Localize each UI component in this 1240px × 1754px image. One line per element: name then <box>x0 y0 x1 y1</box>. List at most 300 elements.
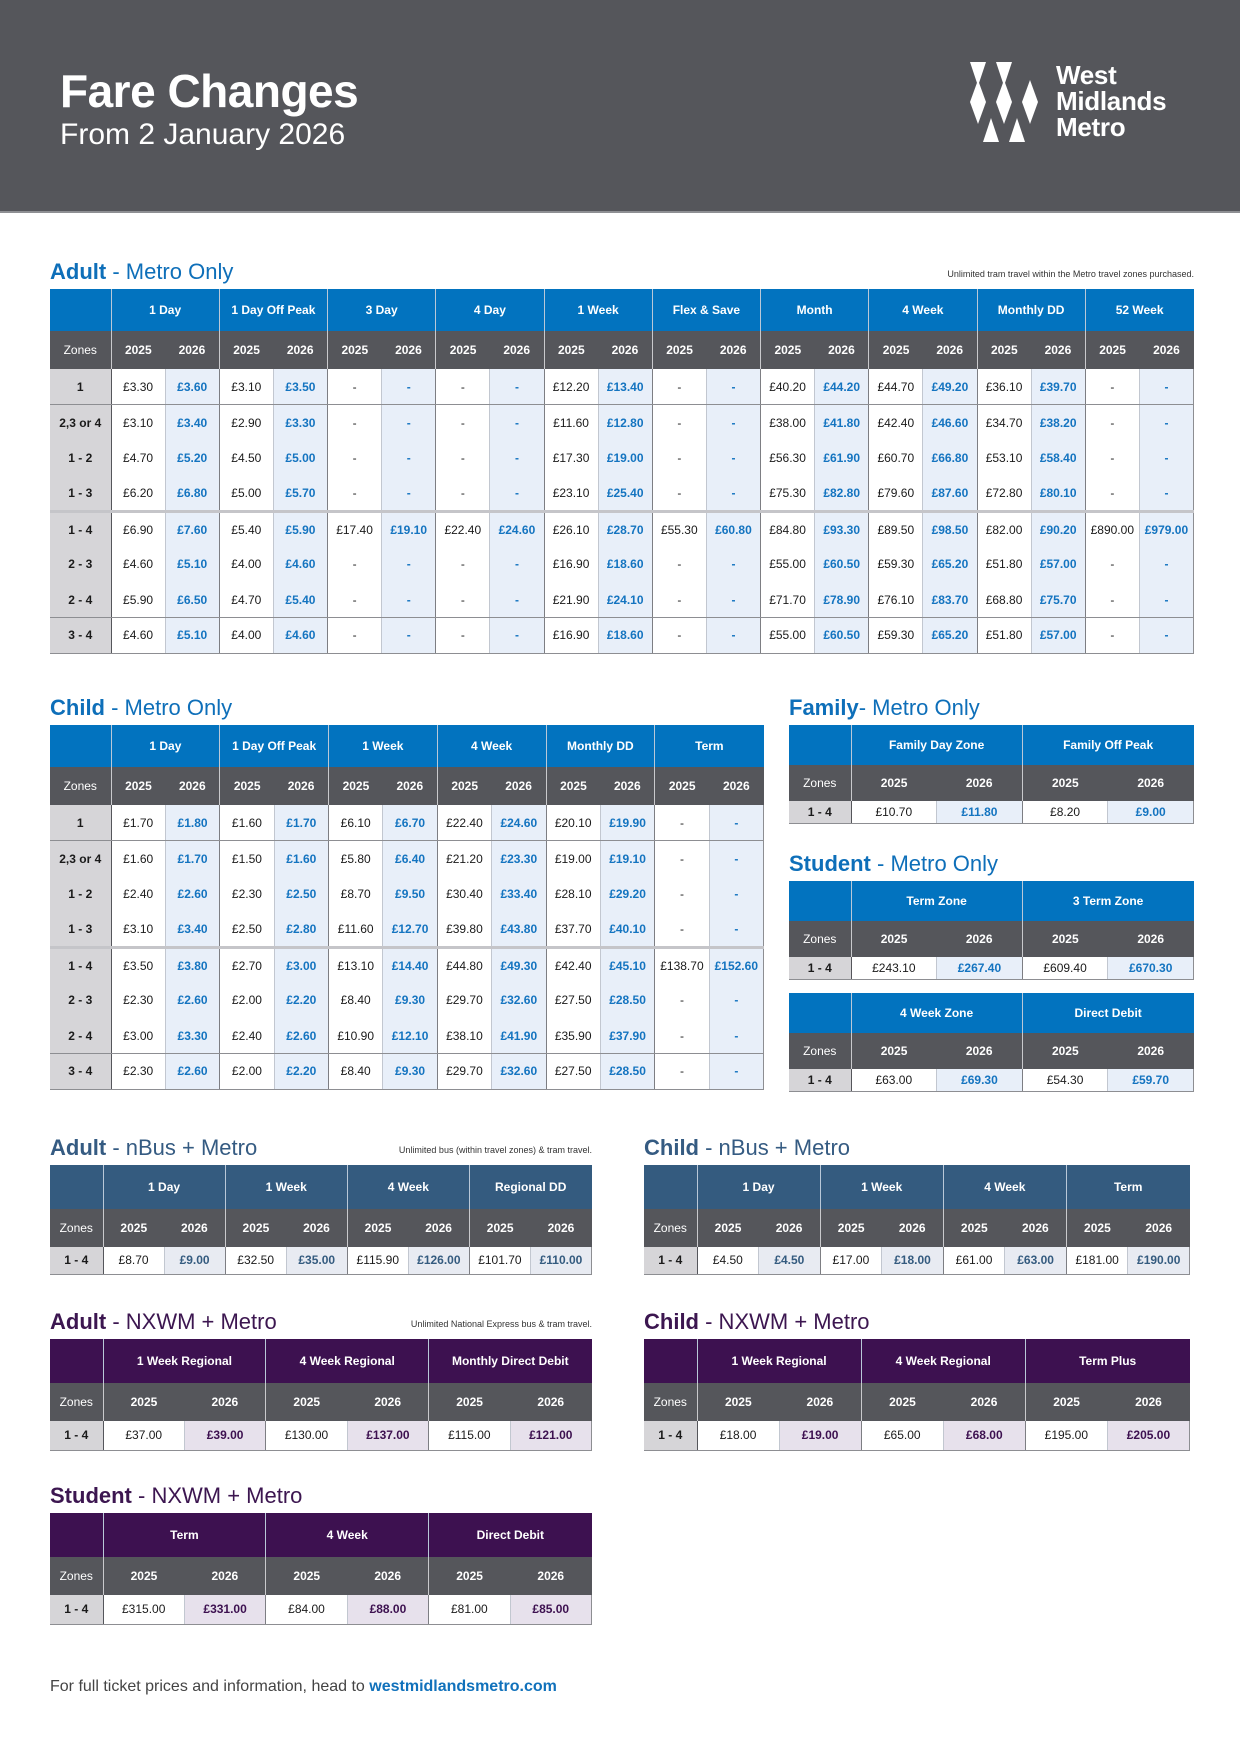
fare-table <box>50 289 1194 654</box>
zone-cell: 1 - 2 <box>50 876 111 912</box>
wmm-diamond-lattice-icon <box>966 62 1046 142</box>
year-header: 2025 <box>1066 1209 1128 1247</box>
fare-2026: £110.00 <box>530 1247 591 1274</box>
fare-2025: - <box>436 547 490 583</box>
fare-2026: £24.60 <box>492 805 546 841</box>
year-header: 2026 <box>923 331 977 369</box>
fare-2026: - <box>709 912 763 948</box>
fare-2025: £6.20 <box>111 476 165 512</box>
year-header: 2025 <box>655 767 709 805</box>
fare-2025: £55.00 <box>761 618 815 654</box>
fare-2025: £76.10 <box>869 582 923 618</box>
zone-cell: 1 - 4 <box>789 957 851 979</box>
fare-2026: £1.70 <box>165 841 219 877</box>
fare-2026: £3.80 <box>165 947 219 983</box>
fare-2025: £8.70 <box>329 876 383 912</box>
fare-2026: £61.90 <box>815 440 869 476</box>
section-title: Student - Metro Only <box>789 851 999 876</box>
fare-2025: - <box>1085 618 1139 654</box>
fare-2026: - <box>706 405 760 441</box>
fare-table <box>50 725 764 1090</box>
year-header: 2025 <box>943 1209 1005 1247</box>
fare-2026: - <box>709 983 763 1019</box>
fare-2026: £82.80 <box>815 476 869 512</box>
fare-2026: £13.40 <box>598 369 652 405</box>
student-metro-section <box>789 849 1194 980</box>
table-row <box>50 983 764 1019</box>
fare-2025: £27.50 <box>546 1054 600 1090</box>
fare-2026: £23.30 <box>492 841 546 877</box>
fare-2025: £4.70 <box>219 582 273 618</box>
fare-2025: - <box>1085 405 1139 441</box>
fare-table <box>644 1165 1190 1275</box>
fare-2026: £5.70 <box>273 476 327 512</box>
fare-2026: £205.00 <box>1107 1421 1189 1450</box>
fare-2025: £4.60 <box>111 547 165 583</box>
fare-2026: £41.90 <box>492 1018 546 1054</box>
fare-2026: £75.70 <box>1031 582 1085 618</box>
fare-2025: £56.30 <box>761 440 815 476</box>
adult-metro-section <box>50 257 1194 654</box>
fare-2026: £24.10 <box>598 582 652 618</box>
year-header: 2025 <box>1025 1383 1107 1421</box>
fare-2026: £331.00 <box>184 1595 265 1624</box>
fare-2026: £57.00 <box>1031 618 1085 654</box>
section-title: Adult - nBus + Metro <box>50 1135 258 1160</box>
fare-2026: - <box>706 618 760 654</box>
ticket-type-header: Term <box>655 725 764 767</box>
section-note: Unlimited National Express bus & tram travel. <box>410 1319 592 1329</box>
ticket-type-header: Direct Debit <box>429 1513 592 1557</box>
fare-2026: £9.30 <box>383 1054 437 1090</box>
ticket-type-header: Monthly Direct Debit <box>429 1339 592 1383</box>
zone-cell: 1 - 4 <box>50 1247 103 1274</box>
fare-2025: - <box>436 618 490 654</box>
fare-2025: £5.00 <box>219 476 273 512</box>
fare-2026: £39.00 <box>184 1421 265 1450</box>
fare-2025: £71.70 <box>761 582 815 618</box>
fare-2025: - <box>328 476 382 512</box>
fare-2025: £44.70 <box>869 369 923 405</box>
footer-text: For full ticket prices and information, head to <box>50 1678 370 1695</box>
fare-2025: £30.40 <box>437 876 491 912</box>
ticket-type-header: 1 Day <box>103 1165 225 1209</box>
ticket-type-header: Regional DD <box>469 1165 591 1209</box>
fare-2026: £6.80 <box>165 476 219 512</box>
year-header: 2025 <box>469 1209 530 1247</box>
fare-2026: £14.40 <box>383 947 437 983</box>
year-header: 2025 <box>851 921 937 957</box>
ticket-type-header: 1 Day <box>111 289 219 331</box>
fare-table <box>50 1513 592 1625</box>
table-row <box>50 1247 592 1274</box>
fare-2025: £181.00 <box>1066 1247 1128 1274</box>
fare-2025: £5.80 <box>329 841 383 877</box>
fare-2026: £3.30 <box>165 1018 219 1054</box>
ticket-type-header: Family Off Peak <box>1022 725 1193 765</box>
fare-2026: £58.40 <box>1031 440 1085 476</box>
year-header: 2025 <box>1022 921 1108 957</box>
fare-2026: £11.80 <box>937 801 1023 823</box>
table-row <box>50 511 1194 547</box>
fare-2025: £55.00 <box>761 547 815 583</box>
fare-2026: £66.80 <box>923 440 977 476</box>
fare-2026: - <box>382 547 436 583</box>
fare-2026: £65.20 <box>923 547 977 583</box>
fare-2025: - <box>652 582 706 618</box>
fare-2025: £11.60 <box>329 912 383 948</box>
zone-cell: 1 - 4 <box>789 801 851 823</box>
fare-2026: £57.00 <box>1031 547 1085 583</box>
year-header: 2025 <box>820 1209 882 1247</box>
fare-2025: - <box>436 582 490 618</box>
fare-2026: £19.00 <box>779 1421 861 1450</box>
zones-header: Zones <box>50 1557 103 1595</box>
fare-2026: £90.20 <box>1031 511 1085 547</box>
fare-2026: £2.60 <box>165 1054 219 1090</box>
fare-2025: £19.00 <box>546 841 600 877</box>
fare-2025: £8.20 <box>1022 801 1108 823</box>
ticket-type-header: 1 Week <box>225 1165 347 1209</box>
fare-2026: - <box>490 618 544 654</box>
fare-2025: £17.30 <box>544 440 598 476</box>
fare-2025: £42.40 <box>869 405 923 441</box>
fare-2025: - <box>655 983 709 1019</box>
section-title: Family- Metro Only <box>789 695 980 720</box>
fare-2025: - <box>655 805 709 841</box>
ticket-type-header: Term <box>103 1513 266 1557</box>
year-header: 2026 <box>530 1209 591 1247</box>
fare-2026: £19.90 <box>600 805 654 841</box>
year-header: 2026 <box>1139 331 1193 369</box>
fare-2026: £25.40 <box>598 476 652 512</box>
fare-2025: £59.30 <box>869 618 923 654</box>
ticket-type-header: 4 Week <box>347 1165 469 1209</box>
fare-2025: £60.70 <box>869 440 923 476</box>
student-metro-section-2 <box>789 991 1194 1092</box>
fare-2025: £32.50 <box>225 1247 286 1274</box>
fare-2026: £85.00 <box>510 1595 591 1624</box>
fare-2026: £267.40 <box>937 957 1023 979</box>
fare-2026: £3.30 <box>273 405 327 441</box>
table-row <box>50 947 764 983</box>
header-banner <box>0 0 1240 213</box>
fare-2025: £53.10 <box>977 440 1031 476</box>
zones-header: Zones <box>789 765 851 801</box>
family-metro-section <box>789 693 1194 824</box>
year-header: 2025 <box>111 767 165 805</box>
fare-2025: - <box>1085 476 1139 512</box>
fare-2025: £75.30 <box>761 476 815 512</box>
year-header: 2025 <box>1022 1033 1108 1069</box>
ticket-type-header: 4 Week <box>869 289 977 331</box>
zones-header: Zones <box>50 331 111 369</box>
year-header: 2026 <box>598 331 652 369</box>
zone-cell: 1 - 3 <box>50 476 111 512</box>
fare-2026: £18.00 <box>882 1247 944 1274</box>
page-title: Fare Changes <box>60 65 359 117</box>
fare-table <box>789 881 1194 980</box>
fare-2026: £6.40 <box>383 841 437 877</box>
year-header: 2025 <box>1085 331 1139 369</box>
table-row <box>789 801 1194 823</box>
ticket-type-header: Family Day Zone <box>851 725 1022 765</box>
fare-2025: £21.20 <box>437 841 491 877</box>
year-header: 2026 <box>709 767 763 805</box>
fare-2025: £34.70 <box>977 405 1031 441</box>
zone-cell: 1 - 4 <box>789 1069 851 1091</box>
table-row <box>50 476 1194 512</box>
ticket-type-header: 4 Week <box>437 725 546 767</box>
year-header: 2026 <box>165 331 219 369</box>
fare-2025: - <box>328 547 382 583</box>
fare-2025: £28.10 <box>546 876 600 912</box>
fare-2025: £39.80 <box>437 912 491 948</box>
fare-2025: £1.60 <box>220 805 274 841</box>
fare-2025: £2.50 <box>220 912 274 948</box>
fare-2025: £6.10 <box>329 805 383 841</box>
year-header: 2026 <box>510 1557 591 1595</box>
zone-cell: 1 - 4 <box>50 1421 103 1450</box>
fare-2026: £3.60 <box>165 369 219 405</box>
fare-2025: £1.70 <box>111 805 165 841</box>
ticket-type-header: Flex & Save <box>652 289 760 331</box>
fare-2026: £93.30 <box>815 511 869 547</box>
fare-2026: - <box>1139 582 1193 618</box>
fare-2026: £32.60 <box>492 1054 546 1090</box>
zones-header: Zones <box>50 1383 103 1421</box>
fare-2025: - <box>652 440 706 476</box>
ticket-type-header: 1 Week Regional <box>697 1339 861 1383</box>
year-header: 2026 <box>164 1209 225 1247</box>
ticket-type-header: 4 Week Regional <box>861 1339 1025 1383</box>
ticket-type-header: 4 Day <box>436 289 544 331</box>
fare-2026: - <box>1139 547 1193 583</box>
year-header: 2025 <box>220 767 274 805</box>
year-header: 2026 <box>1128 1209 1190 1247</box>
table-row <box>644 1421 1190 1450</box>
fare-2026: £24.60 <box>490 511 544 547</box>
year-header: 2025 <box>861 1383 943 1421</box>
year-header: 2026 <box>1108 1033 1194 1069</box>
ticket-type-header: 1 Day Off Peak <box>219 289 327 331</box>
year-header: 2026 <box>490 331 544 369</box>
table-row <box>50 1054 764 1090</box>
ticket-type-header: 4 Week <box>266 1513 429 1557</box>
fare-2025: £84.80 <box>761 511 815 547</box>
zone-cell: 1 - 4 <box>50 947 111 983</box>
year-header: 2025 <box>103 1557 184 1595</box>
fare-2025: £37.00 <box>103 1421 184 1450</box>
fare-2025: £17.40 <box>328 511 382 547</box>
section-title: Student - NXWM + Metro <box>50 1483 303 1508</box>
fare-2025: £38.00 <box>761 405 815 441</box>
fare-2026: - <box>709 841 763 877</box>
fare-2025: - <box>328 440 382 476</box>
fare-2026: £63.00 <box>1005 1247 1067 1274</box>
fare-2026: £60.50 <box>815 547 869 583</box>
fare-2025: £3.10 <box>111 405 165 441</box>
section-title: Child - Metro Only <box>50 695 233 720</box>
fare-2025: £315.00 <box>103 1595 184 1624</box>
fare-2025: £8.40 <box>329 1054 383 1090</box>
ticket-type-header: 3 Day <box>328 289 436 331</box>
zone-cell: 3 - 4 <box>50 1054 111 1090</box>
fare-2025: £195.00 <box>1025 1421 1107 1450</box>
ticket-type-header: 1 Day <box>111 725 220 767</box>
fare-2026: £670.30 <box>1108 957 1194 979</box>
zone-cell: 1 - 4 <box>644 1421 697 1450</box>
logo-wordmark: West Midlands Metro <box>1056 60 1167 142</box>
fare-2025: £3.10 <box>219 369 273 405</box>
fare-2025: £10.90 <box>329 1018 383 1054</box>
year-header: 2025 <box>436 331 490 369</box>
ticket-type-header: 1 Day Off Peak <box>220 725 329 767</box>
zone-cell: 2 - 4 <box>50 1018 111 1054</box>
fare-table <box>644 1339 1190 1451</box>
fare-2025: £82.00 <box>977 511 1031 547</box>
fare-2025: - <box>652 547 706 583</box>
year-header: 2026 <box>1108 921 1194 957</box>
zone-cell: 2 - 3 <box>50 547 111 583</box>
footer-info <box>50 1678 557 1696</box>
fare-2026: £49.20 <box>923 369 977 405</box>
ticket-type-header: Term <box>1066 1165 1189 1209</box>
fare-2025: £21.90 <box>544 582 598 618</box>
fare-2025: £54.30 <box>1022 1069 1108 1091</box>
fare-2026: £49.30 <box>492 947 546 983</box>
fare-2026: £29.20 <box>600 876 654 912</box>
year-header: 2026 <box>1031 331 1085 369</box>
section-note: Unlimited tram travel within the Metro travel zones purchased. <box>947 269 1194 279</box>
fare-2026: - <box>382 582 436 618</box>
website-link[interactable]: westmidlandsmetro.com <box>369 1678 557 1695</box>
fare-2025: £36.10 <box>977 369 1031 405</box>
ticket-type-header: 4 Week Regional <box>266 1339 429 1383</box>
year-header: 2025 <box>546 767 600 805</box>
fare-2026: £46.60 <box>923 405 977 441</box>
fare-2026: £9.00 <box>164 1247 225 1274</box>
fare-2025: - <box>328 618 382 654</box>
fare-2026: £35.00 <box>286 1247 347 1274</box>
fare-table <box>50 1165 592 1275</box>
table-row <box>50 547 1194 583</box>
fare-2026: £33.40 <box>492 876 546 912</box>
fare-2026: - <box>490 405 544 441</box>
year-header: 2025 <box>329 767 383 805</box>
fare-2026: £44.20 <box>815 369 869 405</box>
fare-table <box>50 1339 592 1451</box>
ticket-type-header: 1 Week <box>820 1165 943 1209</box>
year-header: 2026 <box>937 1033 1023 1069</box>
fare-2026: £39.70 <box>1031 369 1085 405</box>
fare-2025: £138.70 <box>655 947 709 983</box>
year-header: 2026 <box>286 1209 347 1247</box>
ticket-type-header: Term Zone <box>851 881 1022 921</box>
fare-2025: £18.00 <box>697 1421 779 1450</box>
fare-2026: £6.50 <box>165 582 219 618</box>
year-header: 2026 <box>347 1557 428 1595</box>
table-row <box>50 876 764 912</box>
fare-2025: £59.30 <box>869 547 923 583</box>
fare-2026: £1.80 <box>165 805 219 841</box>
fare-2025: - <box>328 369 382 405</box>
year-header: 2026 <box>165 767 219 805</box>
fare-2025: £22.40 <box>436 511 490 547</box>
year-header: 2025 <box>429 1383 510 1421</box>
table-row <box>789 957 1194 979</box>
fare-2026: £1.60 <box>274 841 328 877</box>
fare-2025: £1.50 <box>220 841 274 877</box>
section-title: Adult - NXWM + Metro <box>50 1309 277 1334</box>
fare-2025: - <box>655 1018 709 1054</box>
fare-2025: - <box>436 476 490 512</box>
ticket-type-header: Term Plus <box>1025 1339 1189 1383</box>
ticket-type-header: Direct Debit <box>1022 993 1193 1033</box>
fare-2026: - <box>1139 440 1193 476</box>
fare-2025: - <box>652 476 706 512</box>
fare-2026: £6.70 <box>383 805 437 841</box>
fare-2025: £37.70 <box>546 912 600 948</box>
fare-2026: £3.00 <box>274 947 328 983</box>
fare-2026: £2.80 <box>274 912 328 948</box>
fare-2026: £32.60 <box>492 983 546 1019</box>
zones-header: Zones <box>789 921 851 957</box>
fare-2025: - <box>652 369 706 405</box>
table-row <box>50 1595 592 1624</box>
zone-cell: 2 - 3 <box>50 983 111 1019</box>
year-header: 2025 <box>437 767 491 805</box>
fare-2025: - <box>436 369 490 405</box>
fare-2026: £41.80 <box>815 405 869 441</box>
fare-2026: - <box>709 876 763 912</box>
fare-2026: - <box>709 1018 763 1054</box>
fare-2026: - <box>382 618 436 654</box>
fare-2025: £4.50 <box>697 1247 759 1274</box>
fare-2025: £1.60 <box>111 841 165 877</box>
fare-table <box>789 993 1194 1092</box>
fare-2025: £65.00 <box>861 1421 943 1450</box>
fare-2026: £9.50 <box>383 876 437 912</box>
year-header: 2025 <box>266 1557 347 1595</box>
fare-2025: £27.50 <box>546 983 600 1019</box>
year-header: 2026 <box>882 1209 944 1247</box>
fare-2025: £2.30 <box>111 1054 165 1090</box>
fare-2026: £80.10 <box>1031 476 1085 512</box>
fare-2026: £12.10 <box>383 1018 437 1054</box>
fare-2025: £4.00 <box>219 618 273 654</box>
table-row <box>644 1247 1190 1274</box>
fare-2026: £19.00 <box>598 440 652 476</box>
fare-2026: £4.60 <box>273 618 327 654</box>
fare-2025: £16.90 <box>544 618 598 654</box>
fare-2026: £98.50 <box>923 511 977 547</box>
fare-2026: £83.70 <box>923 582 977 618</box>
fare-2025: £68.80 <box>977 582 1031 618</box>
fare-2026: £88.00 <box>347 1595 428 1624</box>
zone-cell: 1 - 3 <box>50 912 111 948</box>
fare-2026: - <box>706 369 760 405</box>
fare-2026: £40.10 <box>600 912 654 948</box>
fare-2026: £18.60 <box>598 547 652 583</box>
fare-2025: £23.10 <box>544 476 598 512</box>
fare-2025: £101.70 <box>469 1247 530 1274</box>
fare-2026: £5.20 <box>165 440 219 476</box>
fare-2026: £137.00 <box>347 1421 428 1450</box>
year-header: 2026 <box>937 765 1023 801</box>
fare-2026: - <box>490 440 544 476</box>
fare-2025: £609.40 <box>1022 957 1108 979</box>
